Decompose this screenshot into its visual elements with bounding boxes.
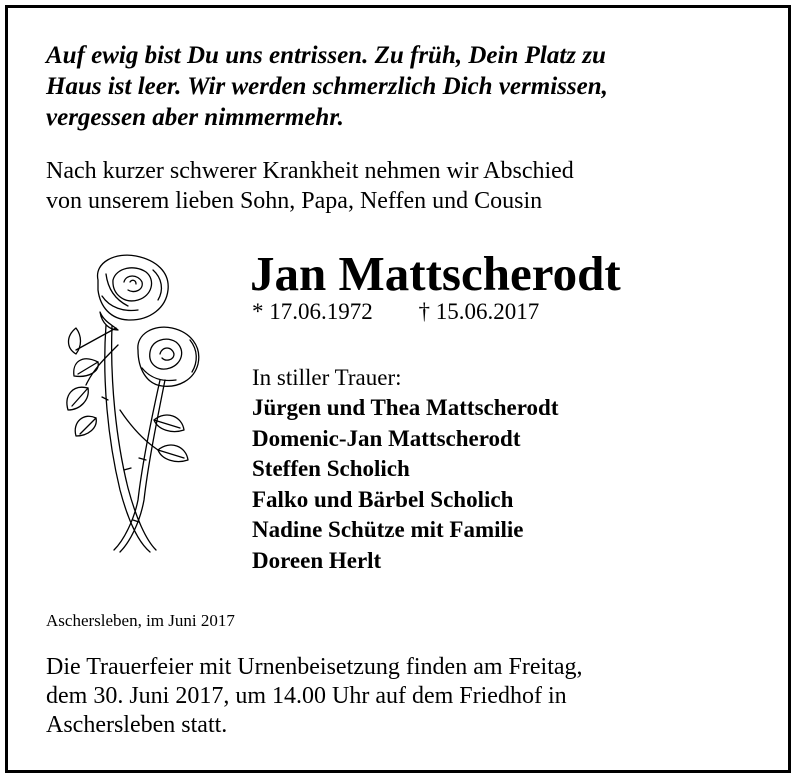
list-item: Doreen Herlt: [252, 547, 382, 573]
poem-line: Haus ist leer. Wir werden schmerzlich Dich vermissen,: [46, 73, 608, 100]
poem-line: Auf ewig bist Du uns entrissen. Zu früh, Dein Platz zu: [46, 42, 606, 69]
deceased-name: Jan Mattscherodt: [250, 246, 621, 301]
list-item: Steffen Scholich: [252, 456, 410, 482]
service-line: dem 30. Juni 2017, um 14.00 Uhr auf dem Friedhof in: [46, 683, 567, 709]
intro-text: [46, 156, 766, 216]
service-line: Aschersleben statt.: [46, 712, 228, 738]
list-item: Jürgen und Thea Mattscherodt: [252, 395, 559, 420]
birth-date: * 17.06.1972: [252, 299, 373, 324]
mourners-label: In stiller Trauer:: [252, 365, 402, 390]
mourners-list: [252, 393, 558, 577]
life-dates: [252, 298, 539, 326]
rose-illustration-icon: [58, 250, 208, 560]
place-date: Aschersleben, im Juni 2017: [46, 611, 235, 630]
death-date: † 15.06.2017: [418, 299, 540, 324]
list-item: Falko und Bärbel Scholich: [252, 486, 514, 512]
list-item: Nadine Schütze mit Familie: [252, 517, 524, 543]
memorial-poem: [46, 40, 766, 133]
intro-line: von unserem lieben Sohn, Papa, Neffen und Cousin: [46, 188, 543, 214]
service-line: Die Trauerfeier mit Urnenbeisetzung finden am Freitag,: [46, 654, 583, 680]
service-info: [46, 653, 746, 740]
intro-line: Nach kurzer schwerer Krankheit nehmen wir Abschied: [46, 158, 574, 184]
list-item: Domenic-Jan Mattscherodt: [252, 425, 521, 451]
poem-line: vergessen aber nimmermehr.: [46, 104, 344, 131]
